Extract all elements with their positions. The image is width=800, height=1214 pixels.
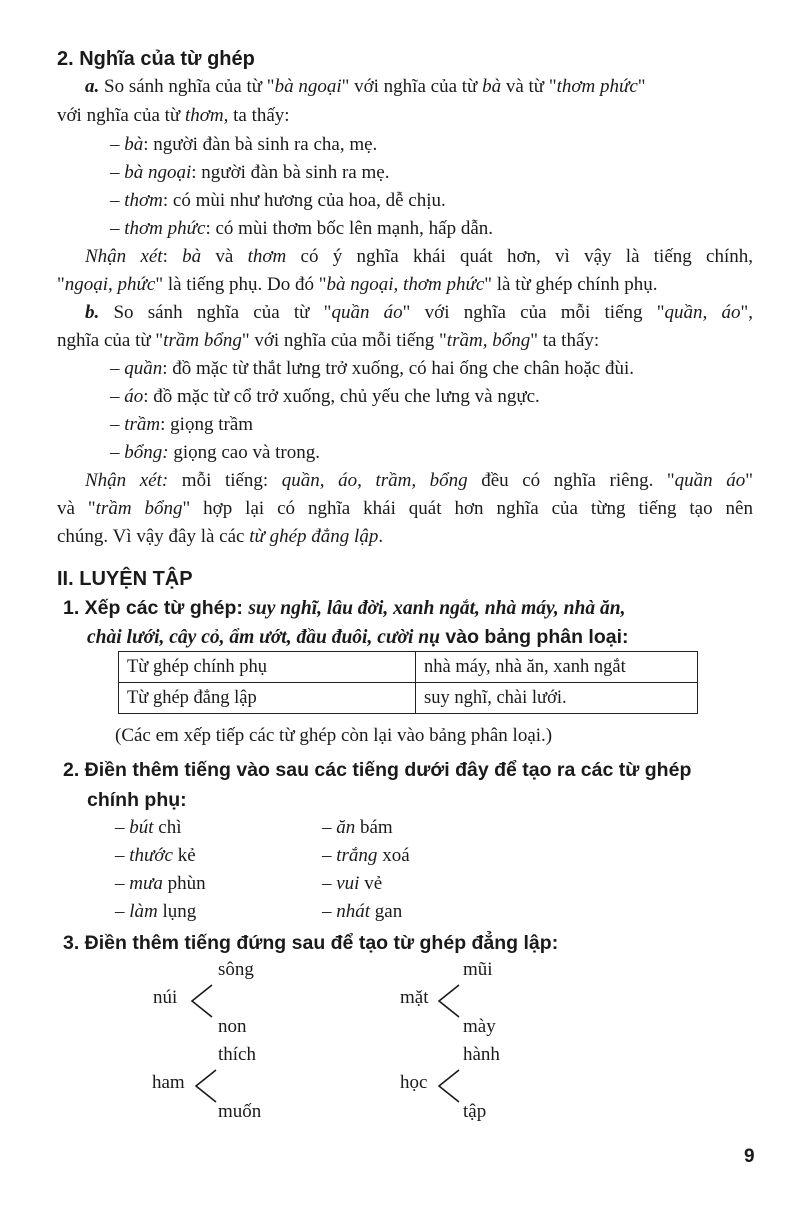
paragraph-b-line2: nghĩa của từ "trầm bổng" với nghĩa của mỗi tiếng "trầm, bổng" ta thấy:	[57, 330, 600, 351]
remark-a-line2: "ngoại, phức" là tiếng phụ. Do đó "bà ngoại, thơm phức" là từ ghép chính phụ.	[57, 274, 658, 295]
exercise-2-line2: chính phụ:	[87, 789, 187, 811]
list-item: – quần: đồ mặc từ thắt lưng trở xuống, có hai ống che chân hoặc đùi.	[110, 358, 634, 379]
page-number: 9	[744, 1146, 755, 1167]
paragraph-b-line1: b. So sánh nghĩa của từ "quần áo" với nghĩa của mỗi tiếng "quần, áo",	[85, 302, 754, 323]
table-cell: Từ ghép đẳng lập	[119, 683, 416, 714]
table-cell: Từ ghép chính phụ	[119, 652, 416, 683]
list-item: – trắng xoá	[322, 845, 410, 866]
list-item: – nhát gan	[322, 901, 403, 922]
bracket-shape	[188, 983, 214, 1019]
remark-a-line1: Nhận xét: bà và thơm có ý nghĩa khái quát hơn, vì vậy là tiếng chính,	[85, 246, 754, 267]
branch-root: học	[400, 1072, 428, 1093]
bracket-shape	[192, 1068, 218, 1104]
paragraph-a-line2: với nghĩa của từ thơm, ta thấy:	[57, 105, 290, 126]
table-cell: nhà máy, nhà ăn, xanh ngắt	[416, 652, 698, 683]
remark-b-line3: chúng. Vì vậy đây là các từ ghép đẳng lập.	[57, 526, 384, 547]
branch-bottom: non	[218, 1016, 247, 1037]
branch-root: ham	[152, 1072, 185, 1093]
marker-a: a.	[85, 76, 100, 97]
classification-table	[118, 651, 698, 714]
paragraph-a-line1: a. So sánh nghĩa của từ "bà ngoại" với nghĩa của từ bà và từ "thơm phức"	[85, 76, 646, 97]
bracket-shape	[435, 983, 461, 1019]
list-item: – vui vẻ	[322, 873, 383, 894]
branch-bottom: tập	[463, 1101, 487, 1122]
list-item: – làm lụng	[115, 901, 197, 922]
exercise-3-heading: 3. Điền thêm tiếng đứng sau để tạo từ ghép đẳng lập:	[63, 932, 559, 954]
exercise-1-line2: chài lưới, cây cỏ, ẩm ướt, đầu đuôi, cười nụ vào bảng phân loại:	[87, 626, 629, 648]
list-item: – bổng: giọng cao và trong.	[110, 442, 321, 463]
list-item: – áo: đồ mặc từ cổ trở xuống, chủ yếu che lưng và ngực.	[110, 386, 540, 407]
branch-bottom: mày	[463, 1016, 496, 1037]
remark-b-line2: và "trầm bổng" hợp lại có nghĩa khái quát hơn nghĩa của từng tiếng tạo nên	[57, 498, 753, 519]
branch-top: mũi	[463, 959, 493, 980]
table-row	[119, 683, 698, 714]
list-item: – mưa phùn	[115, 873, 206, 894]
practice-heading: II. LUYỆN TẬP	[57, 568, 193, 590]
branch-top: hành	[463, 1044, 500, 1065]
list-item: – thơm phức: có mùi thơm bốc lên mạnh, hấp dẫn.	[110, 218, 494, 239]
list-item: – bút chì	[115, 817, 182, 838]
list-item: – bà ngoại: người đàn bà sinh ra mẹ.	[110, 162, 390, 183]
list-item: – bà: người đàn bà sinh ra cha, mẹ.	[110, 134, 378, 155]
branch-top: thích	[218, 1044, 256, 1065]
section-heading: 2. Nghĩa của từ ghép	[57, 48, 255, 70]
table-row	[119, 652, 698, 683]
branch-top: sông	[218, 959, 254, 980]
list-item: – ăn bám	[322, 817, 393, 838]
branch-root: núi	[153, 987, 178, 1008]
bracket-shape	[435, 1068, 461, 1104]
table-cell: suy nghĩ, chài lưới.	[416, 683, 698, 714]
exercise-2-line1: 2. Điền thêm tiếng vào sau các tiếng dưới đây để tạo ra các từ ghép	[63, 759, 692, 781]
list-item: – thơm: có mùi như hương của hoa, dễ chịu.	[110, 190, 446, 211]
exercise-1-line1: 1. Xếp các từ ghép: suy nghĩ, lâu đời, xanh ngắt, nhà máy, nhà ăn,	[63, 597, 626, 619]
remark-b-line1: Nhận xét: mỗi tiếng: quần, áo, trầm, bổng đều có nghĩa riêng. "quần áo"	[85, 470, 754, 491]
branch-root: mặt	[400, 987, 429, 1008]
marker-b: b.	[85, 302, 100, 323]
list-item: – trầm: giọng trầm	[110, 414, 254, 435]
branch-bottom: muốn	[218, 1101, 262, 1122]
list-item: – thước kẻ	[115, 845, 196, 866]
exercise-1-note: (Các em xếp tiếp các từ ghép còn lại vào bảng phân loại.)	[115, 725, 553, 746]
